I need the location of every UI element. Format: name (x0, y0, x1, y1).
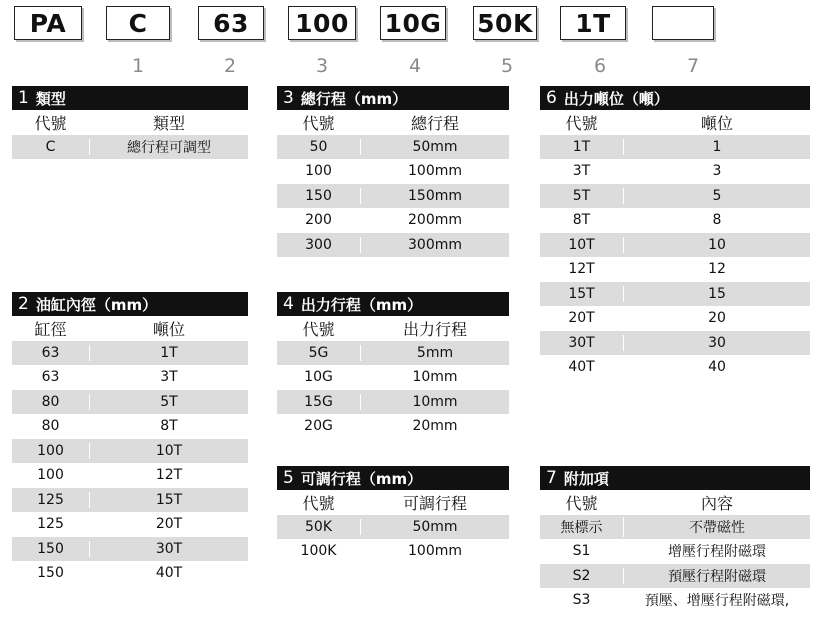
table-number: 1 (18, 88, 29, 108)
table-cell: 不帶磁性 (689, 519, 745, 536)
table-cell: 300 (277, 237, 361, 253)
table-row (277, 233, 509, 258)
table-cell: 80 (12, 418, 90, 434)
table-header (277, 466, 509, 490)
table-row (540, 282, 810, 307)
table-number: 4 (283, 294, 294, 314)
table-number: 7 (546, 468, 557, 488)
table-row (540, 539, 810, 564)
column-headers (540, 490, 810, 515)
table-cell: 總行程可調型 (127, 139, 211, 156)
table-cell: 5G (277, 345, 361, 361)
table-row (277, 414, 509, 439)
column-header: 類型 (152, 113, 185, 133)
table-cell: 63 (12, 369, 90, 385)
table-title: 可調行程（mm） (300, 469, 423, 488)
table-cell: 5mm (416, 344, 454, 361)
table-cell: 125 (12, 492, 90, 508)
table-row (12, 341, 248, 366)
table-cell: 40T (540, 359, 624, 375)
table-cell: 12T (540, 261, 624, 277)
table-row (277, 515, 509, 540)
table-cell: 預壓、增壓行程附磁環, (644, 593, 790, 610)
column-header: 代號 (12, 111, 90, 134)
table-cell: 20 (708, 310, 726, 327)
table-cell: 80 (12, 394, 90, 410)
table-row (540, 184, 810, 209)
table-cell: 10mm (412, 393, 458, 410)
code-box-adjustable-stroke: 50K (473, 6, 537, 40)
table-title: 出力行程（mm） (300, 295, 423, 314)
column-header: 出力行程 (402, 319, 467, 339)
table-cell: 10T (540, 237, 624, 253)
table-cell: 無標示 (540, 517, 624, 537)
table-cell: 125 (12, 516, 90, 532)
table-cell: 40T (155, 565, 183, 582)
table-header (12, 292, 248, 316)
table-cell: 20G (277, 418, 361, 434)
table-cell: 12T (155, 467, 183, 484)
column-header: 缸徑 (12, 317, 90, 340)
column-header: 代號 (540, 111, 624, 134)
table-row (277, 341, 509, 366)
column-header: 總行程 (410, 113, 459, 133)
table-row (277, 365, 509, 390)
column-headers (277, 110, 509, 135)
table-cell: 8 (712, 212, 722, 229)
table-row (12, 365, 248, 390)
code-box-tonnage: 1T (560, 6, 626, 40)
position-number: 1 (131, 55, 145, 77)
table-row (540, 306, 810, 331)
table-cell: 300mm (408, 236, 462, 253)
table-title: 附加項 (563, 469, 609, 488)
column-header: 內容 (700, 493, 733, 513)
table-bore (12, 292, 248, 586)
table-number: 6 (546, 88, 557, 108)
column-header: 可調行程 (402, 493, 467, 513)
table-cell: 100K (277, 543, 361, 559)
table-number: 3 (283, 88, 294, 108)
table-row (277, 208, 509, 233)
table-header (540, 466, 810, 490)
table-number: 5 (283, 468, 294, 488)
table-row (277, 184, 509, 209)
table-cell: 100 (12, 443, 90, 459)
table-cell: 3T (540, 163, 624, 179)
table-header (277, 86, 509, 110)
table-row (12, 512, 248, 537)
table-row (540, 355, 810, 380)
column-headers (12, 110, 248, 135)
column-headers (540, 110, 810, 135)
table-cell: 100mm (408, 543, 462, 560)
table-title: 油缸內徑（mm） (35, 295, 158, 314)
table-row (540, 257, 810, 282)
column-header: 噸位 (152, 319, 185, 339)
table-cell: 200 (277, 212, 361, 228)
table-cell: 12 (708, 261, 726, 278)
table-row (12, 537, 248, 562)
table-row (12, 488, 248, 513)
table-cell: 50mm (412, 138, 458, 155)
table-cell: 40 (708, 359, 726, 376)
table-cell: S3 (540, 592, 624, 608)
position-number: 6 (593, 55, 607, 77)
table-cell: 50 (277, 139, 361, 155)
table-cell: 15T (540, 286, 624, 302)
table-row (540, 159, 810, 184)
table-cell: S2 (540, 568, 624, 584)
table-cell: 預壓行程附磁環 (668, 568, 766, 585)
table-cell: 5T (160, 393, 178, 410)
column-header: 代號 (277, 111, 361, 134)
position-number: 5 (500, 55, 514, 77)
table-cell: 150 (277, 188, 361, 204)
table-cell: 5T (540, 188, 624, 204)
table-cell: 增壓行程附磁環 (668, 544, 766, 561)
table-row (540, 588, 810, 613)
table-cell: 50mm (412, 518, 458, 535)
code-box-bore: 63 (198, 6, 264, 40)
table-cell: 20T (540, 310, 624, 326)
table-row (540, 515, 810, 540)
table-row (540, 331, 810, 356)
table-cell: 100 (277, 163, 361, 179)
code-box-options (652, 6, 714, 40)
table-power-stroke (277, 292, 509, 439)
table-row (12, 414, 248, 439)
table-cell: S1 (540, 543, 624, 559)
table-header (540, 86, 810, 110)
column-headers (277, 490, 509, 515)
table-cell: 8T (540, 212, 624, 228)
table-row (540, 135, 810, 160)
table-title: 總行程（mm） (300, 89, 408, 108)
table-row (12, 135, 248, 160)
table-cell: 200mm (408, 212, 462, 229)
table-cell: 100mm (408, 163, 462, 180)
code-box-type-prefix: PA (14, 6, 82, 40)
table-cell: 150 (12, 541, 90, 557)
table-cell: 150mm (408, 187, 462, 204)
table-total-stroke (277, 86, 509, 257)
table-row (277, 135, 509, 160)
table-number: 2 (18, 294, 29, 314)
table-cell: 15 (708, 285, 726, 302)
table-row (540, 208, 810, 233)
table-cell: 15G (277, 394, 361, 410)
code-box-total-stroke: 100 (288, 6, 356, 40)
table-cell: 63 (12, 345, 90, 361)
table-cell: 5 (712, 187, 722, 204)
table-cell: C (12, 139, 90, 155)
table-header (12, 86, 248, 110)
position-number: 4 (408, 55, 422, 77)
table-type (12, 86, 248, 159)
table-row (12, 463, 248, 488)
table-cell: 20mm (412, 418, 458, 435)
column-header: 代號 (277, 317, 361, 340)
table-cell: 8T (160, 418, 178, 435)
position-number: 3 (315, 55, 329, 77)
table-cell: 20T (155, 516, 183, 533)
table-cell: 10 (708, 236, 726, 253)
table-cell: 15T (155, 491, 183, 508)
table-cell: 3 (712, 163, 722, 180)
table-row (12, 439, 248, 464)
code-box-type: C (106, 6, 170, 40)
table-cell: 30T (540, 335, 624, 351)
table-cell: 1 (712, 138, 722, 155)
table-row (12, 561, 248, 586)
table-tonnage (540, 86, 810, 380)
table-row (12, 390, 248, 415)
column-header: 代號 (277, 491, 361, 514)
table-options (540, 466, 810, 613)
table-title: 類型 (35, 89, 66, 108)
column-headers (12, 316, 248, 341)
code-box-power-stroke: 10G (380, 6, 446, 40)
table-adjustable-stroke (277, 466, 509, 564)
table-header (277, 292, 509, 316)
table-cell: 1T (160, 344, 178, 361)
table-cell: 1T (540, 139, 624, 155)
table-row (277, 390, 509, 415)
table-row (277, 159, 509, 184)
table-cell: 10G (277, 369, 361, 385)
table-cell: 150 (12, 565, 90, 581)
table-title: 出力噸位（噸） (563, 89, 669, 108)
table-row (540, 233, 810, 258)
column-header: 噸位 (700, 113, 733, 133)
table-row (540, 564, 810, 589)
position-number: 7 (686, 55, 700, 77)
table-cell: 10T (155, 442, 183, 459)
table-cell: 3T (160, 369, 178, 386)
table-row (277, 539, 509, 564)
position-number: 2 (223, 55, 237, 77)
table-cell: 100 (12, 467, 90, 483)
table-cell: 50K (277, 519, 361, 535)
table-cell: 10mm (412, 369, 458, 386)
table-cell: 30T (155, 540, 183, 557)
column-headers (277, 316, 509, 341)
table-cell: 30 (708, 334, 726, 351)
column-header: 代號 (540, 491, 624, 514)
